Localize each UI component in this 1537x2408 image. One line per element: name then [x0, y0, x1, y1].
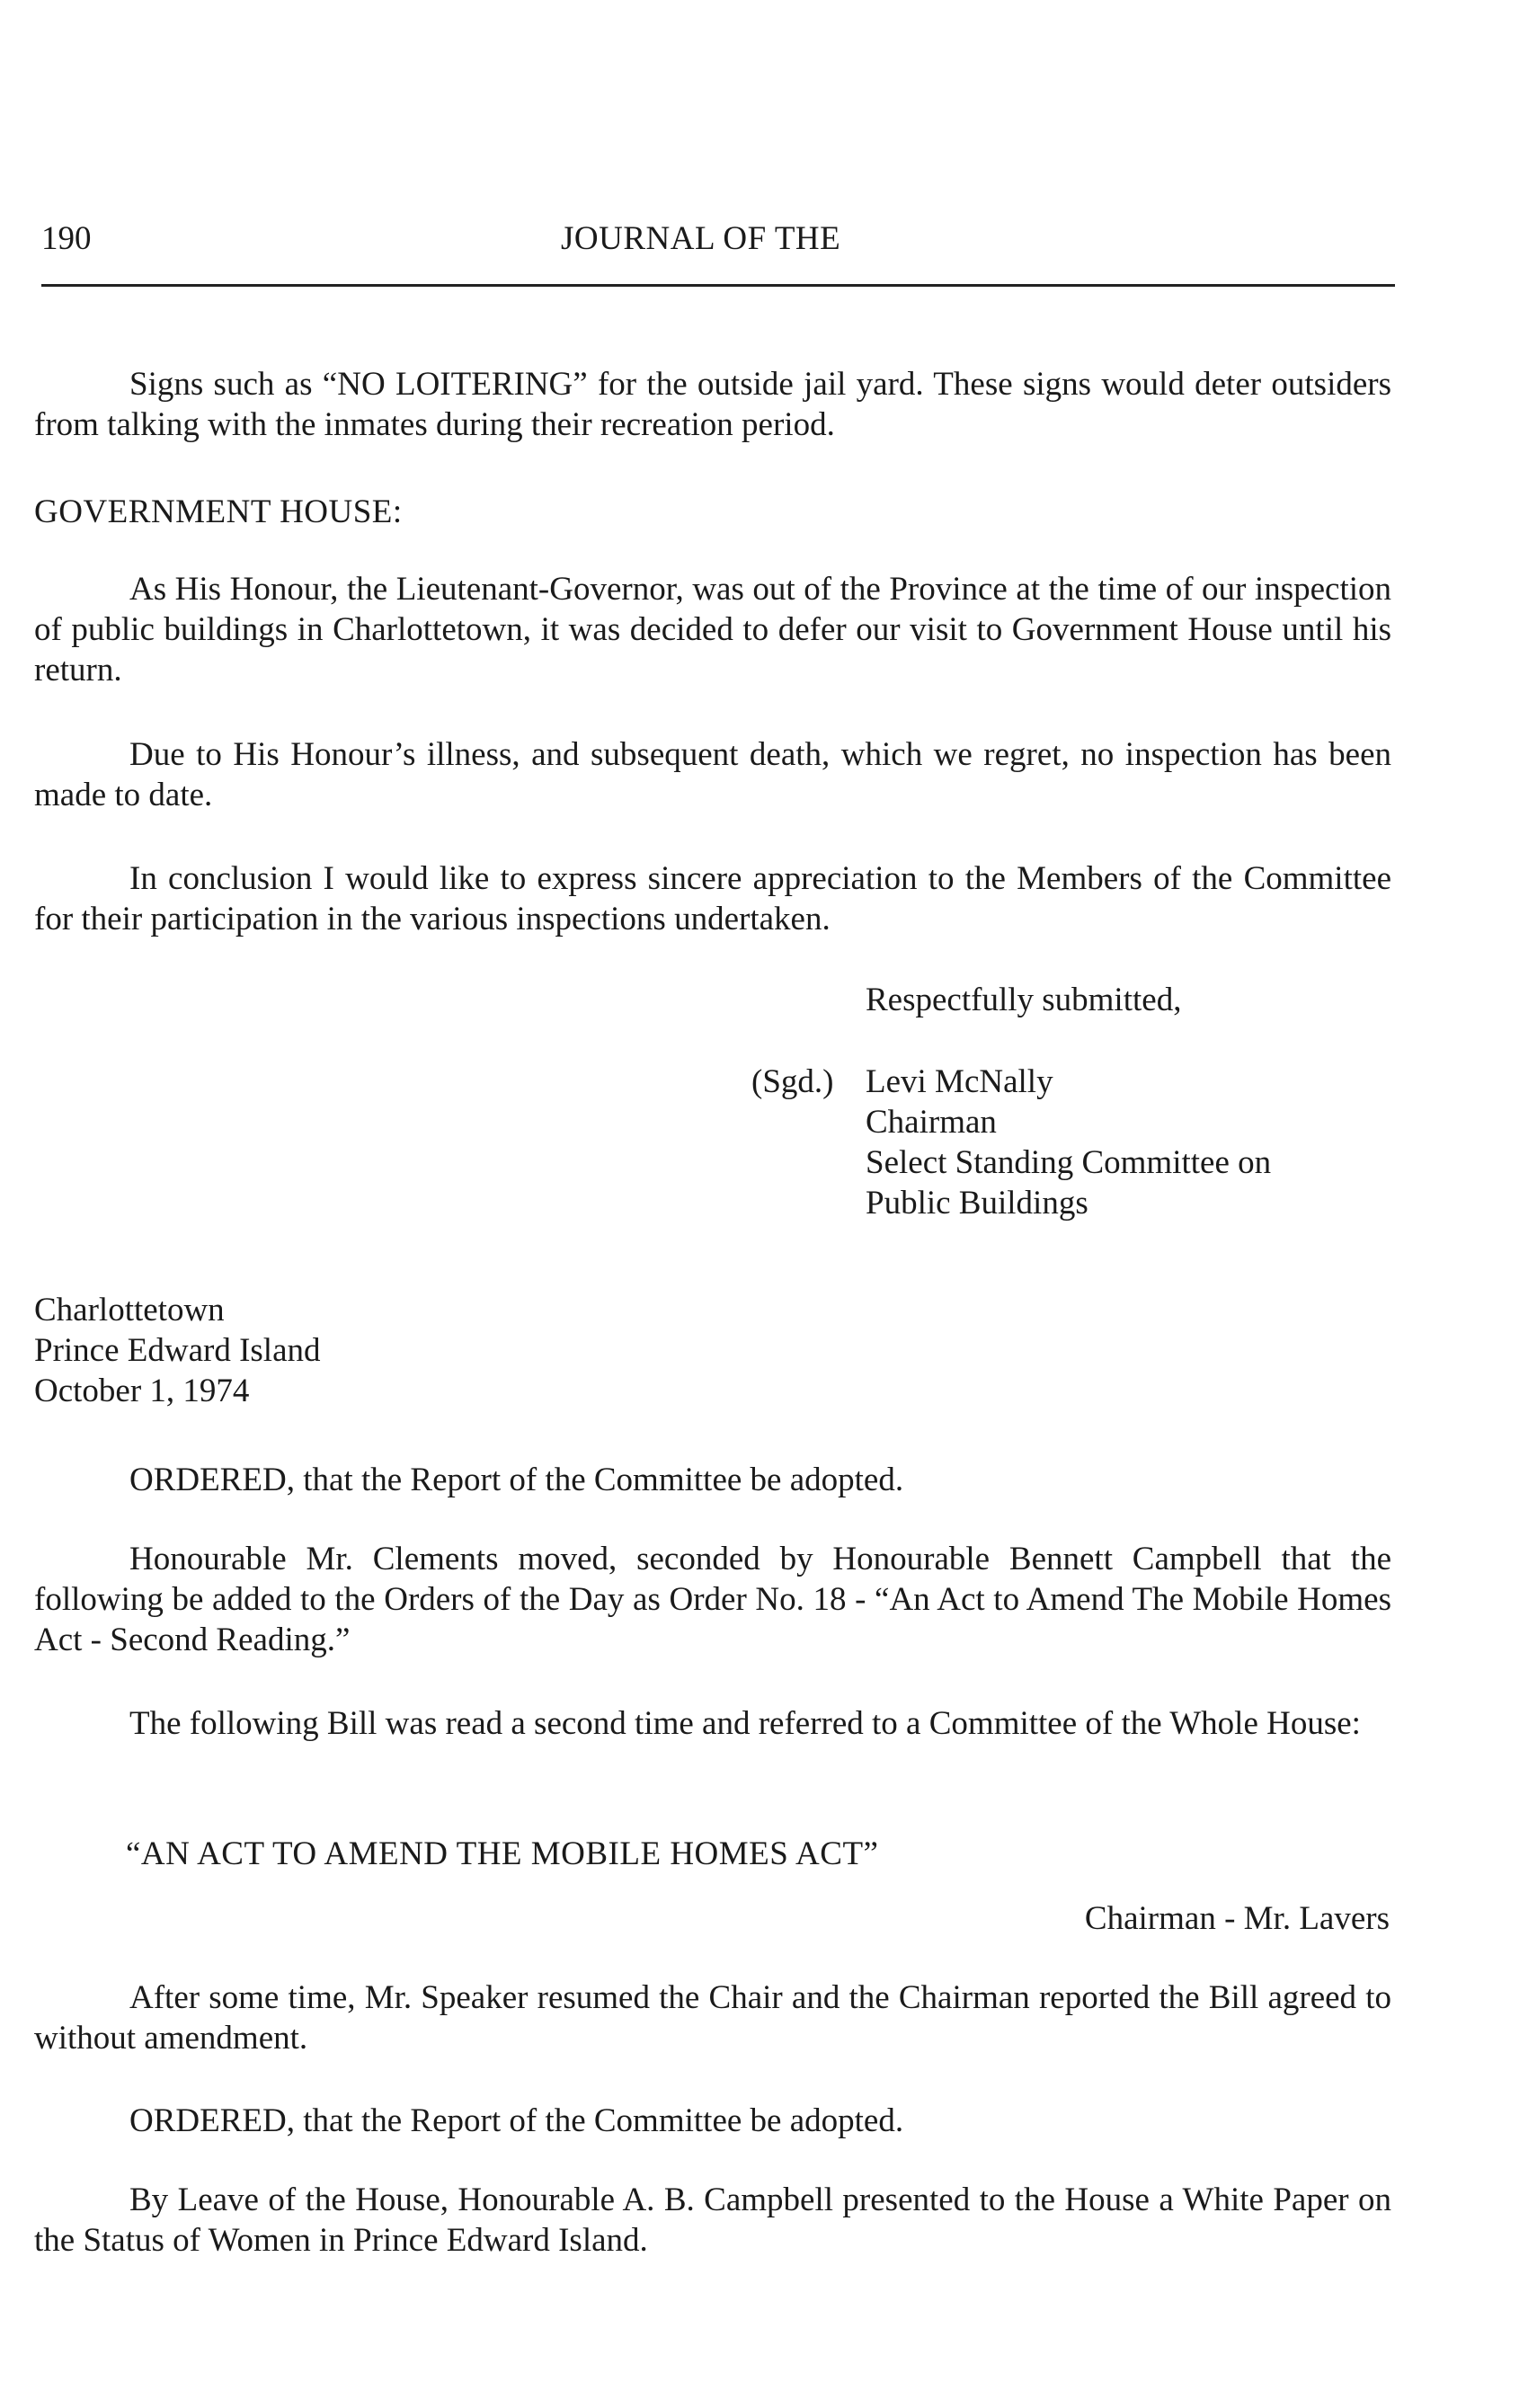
running-head: JOURNAL OF THE — [561, 220, 841, 257]
signature-lines — [866, 1062, 1271, 1223]
address-province: Prince Edward Island — [34, 1332, 321, 1369]
place-and-date — [34, 1290, 321, 1411]
paragraph-government-house-1: As His Honour, the Lieutenant-Governor, was out of the Province at the time of our inspection of public buildings in Charlottetown, it was decided to defer our visit to Government House until his return. — [34, 571, 1391, 689]
paragraph-government-house-2: Due to His Honour’s illness, and subsequent death, which we regret, no inspection has been made to date. — [34, 736, 1391, 813]
paragraph-conclusion: In conclusion I would like to express sincere appreciation to the Members of the Committee for their participation in the various inspections undertaken. — [34, 860, 1391, 937]
header-rule — [41, 284, 1395, 287]
sgd-mark: (Sgd.) — [751, 1063, 834, 1100]
paragraph-bill-read: The following Bill was read a second time and referred to a Committee of the Whole House: — [129, 1705, 1361, 1742]
signature-title: Chairman — [866, 1104, 997, 1141]
page-number: 190 — [41, 220, 92, 257]
address-city: Charlottetown — [34, 1292, 225, 1328]
paragraph-motion: Honourable Mr. Clements moved, seconded by Honourable Bennett Campbell that the following be added to the Orders of the Day as Order No. 18 - “An Act to Amend The Mobile Homes Act - Second Reading.” — [34, 1541, 1391, 1658]
ordered-report-adopted-2: ORDERED, that the Report of the Committee be adopted. — [129, 2102, 904, 2139]
signature-committee: Select Standing Committee on — [866, 1144, 1272, 1181]
committee-chairman: Chairman - Mr. Lavers — [1084, 1900, 1390, 1937]
paragraph-after-time: After some time, Mr. Speaker resumed the Chair and the Chairman reported the Bill agreed to without amendment. — [34, 1979, 1391, 2057]
bill-title: “AN ACT TO AMEND THE MOBILE HOMES ACT” — [126, 1835, 879, 1872]
page-header — [41, 219, 1395, 259]
section-heading-government-house: GOVERNMENT HOUSE: — [34, 493, 403, 530]
signature-committee-subject: Public Buildings — [866, 1185, 1088, 1222]
address-date: October 1, 1974 — [34, 1373, 250, 1409]
ordered-report-adopted-1: ORDERED, that the Report of the Committee be adopted. — [129, 1462, 904, 1498]
signature-name: Levi McNally — [866, 1063, 1053, 1100]
paragraph-signs: Signs such as “NO LOITERING” for the outside jail yard. These signs would deter outsiders from talking with the inmates during their recreation period. — [34, 366, 1391, 443]
paragraph-white-paper: By Leave of the House, Honourable A. B. Campbell presented to the House a White Paper on the Status of Women in Prince Edward Island. — [34, 2181, 1391, 2259]
closing-respectfully-submitted: Respectfully submitted, — [866, 982, 1182, 1018]
